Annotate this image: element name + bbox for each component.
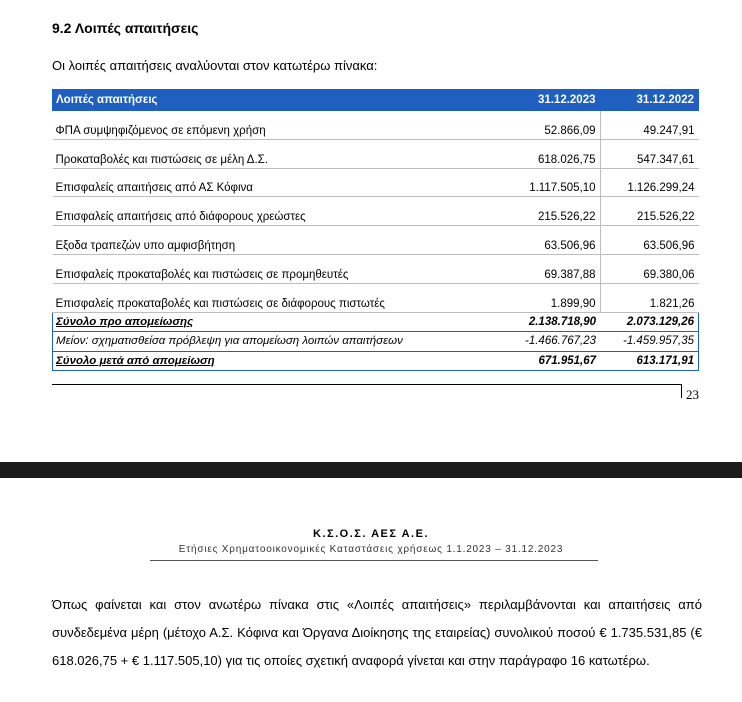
section-heading: 9.2 Λοιπές απαιτήσεις: [52, 20, 199, 36]
net-label: Σύνολο μετά από απομείωση: [53, 351, 502, 370]
table-row: [53, 168, 699, 197]
footer-rule-tick: [681, 384, 682, 398]
company-name: Κ.Σ.Ο.Σ. ΑΕΣ Α.Ε.: [313, 528, 429, 540]
net-value-2022: 613.171,91: [600, 351, 699, 370]
header-2023: 31.12.2023: [502, 90, 601, 111]
table-row: [53, 197, 699, 226]
row-label: Επισφαλείς απαιτήσεις από διάφορους χρεώστες: [53, 197, 502, 226]
page-number: 23: [686, 387, 699, 402]
row-label: Επισφαλείς απαιτήσεις από ΑΣ Κόφινα: [53, 168, 502, 197]
provision-label: Μείον: σχηματισθείσα πρόβλεψη για απομείωση λοιπών απαιτήσεων: [53, 331, 502, 351]
row-value-2022: 547.347,61: [600, 139, 699, 168]
net-value-2023: 671.951,67: [502, 351, 601, 370]
total-after-impairment-row: [53, 351, 699, 370]
row-label: ΦΠΑ συμψηφιζόμενος σε επόμενη χρήση: [53, 111, 502, 140]
table-row: [53, 139, 699, 168]
table-row: [53, 226, 699, 255]
row-value-2023: 1.899,90: [502, 283, 601, 312]
total-value-2023: 2.138.718,90: [502, 312, 601, 331]
row-value-2023: 1.117.505,10: [502, 168, 601, 197]
header-description: Λοιπές απαιτήσεις: [53, 90, 502, 111]
header-2022: 31.12.2022: [600, 90, 699, 111]
row-value-2023: 215.526,22: [502, 197, 601, 226]
row-value-2022: 1.821,26: [600, 283, 699, 312]
row-value-2022: 1.126.299,24: [600, 168, 699, 197]
table-header-row: [53, 90, 699, 111]
row-value-2022: 49.247,91: [600, 111, 699, 140]
row-value-2022: 69.380,06: [600, 254, 699, 283]
row-value-2023: 52.866,09: [502, 111, 601, 140]
statements-subtitle: Ετήσιες Χρηματοοικονομικές Καταστάσεις χρήσεως 1.1.2023 – 31.12.2023: [178, 544, 564, 555]
body-paragraph: Όπως φαίνεται και στον ανωτέρω πίνακα στις «Λοιπές απαιτήσεις» περιλαμβάνονται και απαιτήσεις από συνδεδεμένα μέρη (μέτοχο Α.Σ. Κόφινα και Όργανα Διοίκησης της εταιρείας) συνολικού ποσού € 1.735.531,85 (€ 618.026,75 + € 1.117.505,10) για τις οποίες σχετική αναφορά γίνεται και στην παράγραφο 16 κατωτέρω.: [52, 597, 702, 668]
header-rule: [150, 560, 598, 561]
footer-rule: [52, 384, 682, 385]
row-label: Επισφαλείς προκαταβολές και πιστώσεις σε προμηθευτές: [53, 254, 502, 283]
row-label: Επισφαλείς προκαταβολές και πιστώσεις σε διάφορους πιστωτές: [53, 283, 502, 312]
provision-value-2022: -1.459.957,35: [600, 331, 699, 351]
row-value-2022: 215.526,22: [600, 197, 699, 226]
page-break-bar: [0, 462, 742, 478]
other-receivables-table: [52, 89, 699, 371]
table-row: [53, 254, 699, 283]
row-value-2022: 63.506,96: [600, 226, 699, 255]
total-label: Σύνολο προ απομείωσης: [53, 312, 502, 331]
intro-text: Οι λοιπές απαιτήσεις αναλύονται στον κατωτέρω πίνακα:: [52, 58, 378, 73]
table-row: [53, 111, 699, 140]
row-label: Προκαταβολές και πιστώσεις σε μέλη Δ.Σ.: [53, 139, 502, 168]
total-value-2022: 2.073.129,26: [600, 312, 699, 331]
total-before-impairment-row: [53, 312, 699, 331]
table-row: [53, 283, 699, 312]
row-value-2023: 63.506,96: [502, 226, 601, 255]
row-value-2023: 618.026,75: [502, 139, 601, 168]
row-value-2023: 69.387,88: [502, 254, 601, 283]
provision-value-2023: -1.466.767,23: [502, 331, 601, 351]
impairment-provision-row: [53, 331, 699, 351]
row-label: Εξοδα τραπεζών υπο αμφισβήτηση: [53, 226, 502, 255]
